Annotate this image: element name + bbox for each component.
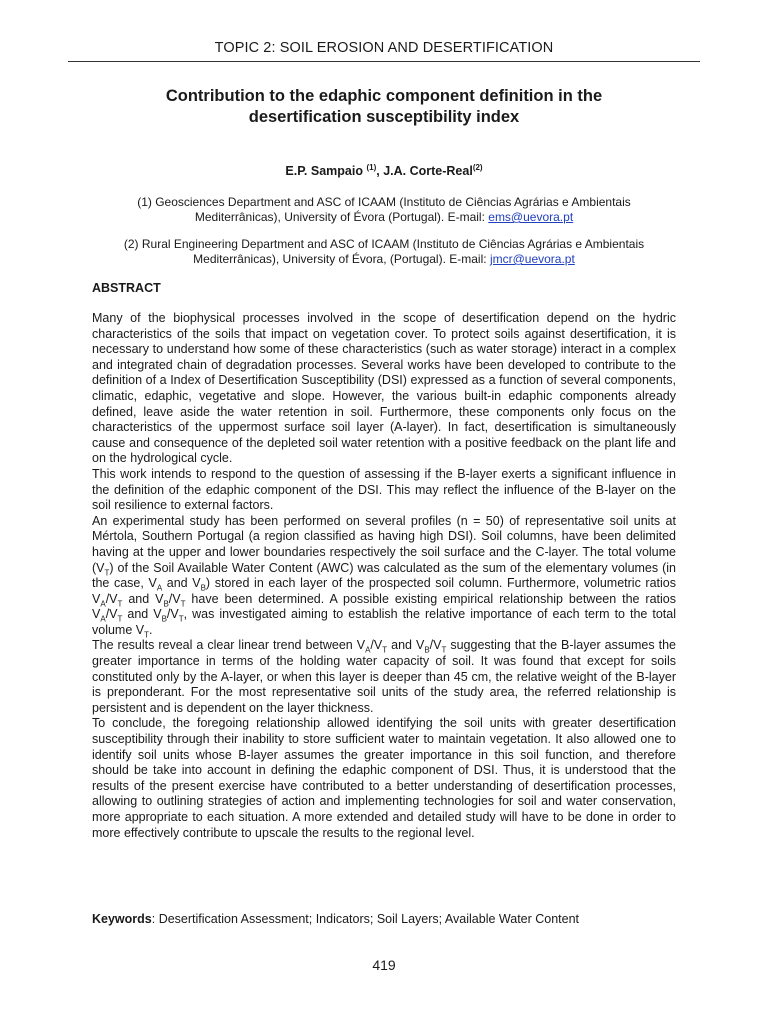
abstract-paragraph-3: An experimental study has been performed on several profiles (n = 50) of representative soil units at Mértola, Southern Portugal (a region classified as having high DSI). Soil columns, have been delimited having at the upper and lower boundaries respectively the soil surface and the C-layer. The total volume $(V_T)$ of the Soil Available Water Content (AWC) was calculated as the sum of the elementary volumes (in the case, $V_A$ and $V_B$) stored in each layer of the prospected soil column. Furthermore, volumetric ratios $V_A/V_T$ and $V_B/V_T$ have been determined. A possible existing empirical relationship between the ratios $V_A/V_T$ and $V_B/V_T$, was investigated aiming to establish the relative importance of each term to the total volume $V_T$. (92, 513, 676, 640)
abstract-paragraph-2: This work intends to respond to the question of assessing if the B-layer exerts a significant influence in the definition of the edaphic component of the DSI. This may reflect the influence of the B-layer on the soil resilience to external factors. (92, 466, 676, 513)
abstract-heading: ABSTRACT (92, 281, 161, 295)
affiliation-2-line-1: (2) Rural Engineering Department and ASC of ICAAM (Instituto de Ciências Agrárias e Ambientais (123, 237, 645, 251)
keywords-label: Keywords (92, 912, 152, 926)
abstract-paragraph-5: To conclude, the foregoing relationship allowed identifying the soil units with greater desertification susceptibility through their inability to store sufficient water to maintain vegetation. It also allowed one to identify soil units whose B-layer assumes the greater importance in this soil function, and therefore should be take into account in defining the edaphic component of DSI. Thus, it is understood that the results of the present exercise have contributed to a better understanding of desertification processes, allowing to outlining strategies of action and implementing technologies for soil and water conservation, more appropriate to each situation. A more extended and detailed study will have to be done in order to more effectively contribute to upscale the results to the regional level. (92, 716, 676, 840)
page-number: 419 (372, 957, 396, 973)
author-2-affiliation-mark: (2) (472, 163, 483, 172)
title-line-1: Contribution to the edaphic component definition in the (165, 87, 603, 105)
author-2: J.A. Corte-Real (383, 164, 473, 179)
affiliation-1 (92, 195, 676, 225)
affiliation-2 (92, 237, 676, 267)
email-link-1[interactable]: ems@uevora.pt (488, 210, 574, 224)
abstract-paragraph-1: Many of the biophysical processes involved in the scope of desertification depend on the hydric characteristics of the soils that impact on vegetation cover. To protect soils against desertification, it is necessary to understand how some of these characteristics (such as water storage) interact in a complex and integrated chain of degradation processes. Several works have been developed to contribute to the definition of a Index of Desertification Susceptibility (DSI) expressed as a function of several components, climatic, edaphic, vegetative and slope. However, the various built-in edaphic components already defined, leave aside the water retention in soil. Furthermore, these components only focus on the characteristics of the uppermost surface soil layer (A-layer). In fact, desertification is simultaneously cause and consequence of the depleted soil water retention with a positive feedback on the plant life and on the hydrological cycle. (92, 311, 676, 466)
affiliation-1-line-2 (92, 210, 676, 225)
author-separator: , (376, 164, 384, 179)
abstract-paragraph-4: The results reveal a clear linear trend between $V_A/V_T$ and $V_B/V_T$ suggesting that the B-layer assumes the greater importance in terms of the holding water capacity of soil. It was found that except for soils constituted only by the A-layer, or when this layer is deeper than 45 cm, the relative weight of the B-layer is preponderant. For the most representative soil units of the study area, the referred relationship is persistent and is dependent on the layer thickness. (92, 638, 677, 715)
affiliation-2-line-2 (92, 252, 676, 267)
paper-title (92, 86, 676, 128)
author-1-affiliation-mark: (1) (366, 163, 377, 172)
header-divider (68, 61, 700, 62)
running-header: TOPIC 2: SOIL EROSION AND DESERTIFICATION (214, 40, 554, 56)
keywords-line (92, 912, 676, 926)
affiliation-1-line-1: (1) Geosciences Department and ASC of ICAAM (Instituto de Ciências Agrárias e Ambientais (137, 195, 631, 209)
affiliation-1-text: Mediterrânicas), University of Évora (Portugal). E-mail: (194, 210, 489, 224)
author-1: E.P. Sampaio (285, 164, 363, 179)
affiliation-2-text: Mediterrânicas), University of Évora, (Portugal). E-mail: (193, 252, 490, 266)
email-link-2[interactable]: jmcr@uevora.pt (489, 252, 575, 266)
keywords-text: : Desertification Assessment; Indicators; Soil Layers; Available Water Content (151, 912, 580, 926)
abstract-body (92, 311, 676, 841)
author-list (92, 163, 676, 178)
title-line-2: desertification susceptibility index (248, 108, 520, 126)
